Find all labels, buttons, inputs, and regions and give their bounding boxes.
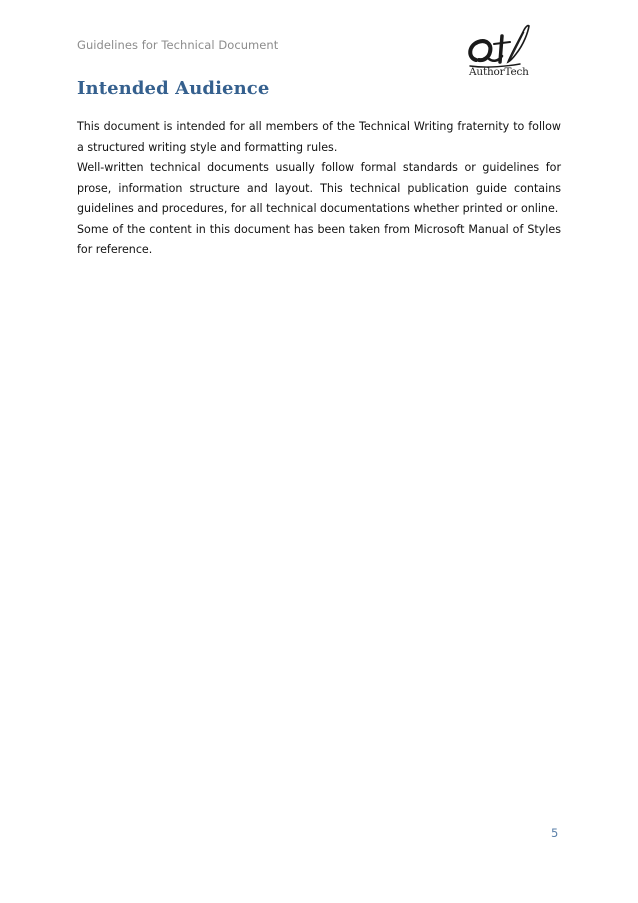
page-number: 5 xyxy=(551,826,559,840)
running-header-title: Guidelines for Technical Document xyxy=(77,38,279,52)
section-body xyxy=(77,117,561,261)
paragraph: This document is intended for all members of the Technical Writing fraternity to follow a structured writing style and formatting rules. xyxy=(77,120,561,154)
quill-pen-monogram-icon xyxy=(462,22,536,70)
authortech-logo xyxy=(462,22,536,80)
paragraph: Well-written technical documents usually follow formal standards or guidelines for prose, information structure and layout. This technical publication guide contains guidelines and procedures, for all technical documentations whether printed or online. xyxy=(77,161,561,215)
paragraph: Some of the content in this document has been taken from Microsoft Manual of Styles for reference. xyxy=(77,222,561,256)
section-heading: Intended Audience xyxy=(77,78,270,99)
logo-wordmark: AuthorTech xyxy=(469,66,529,78)
